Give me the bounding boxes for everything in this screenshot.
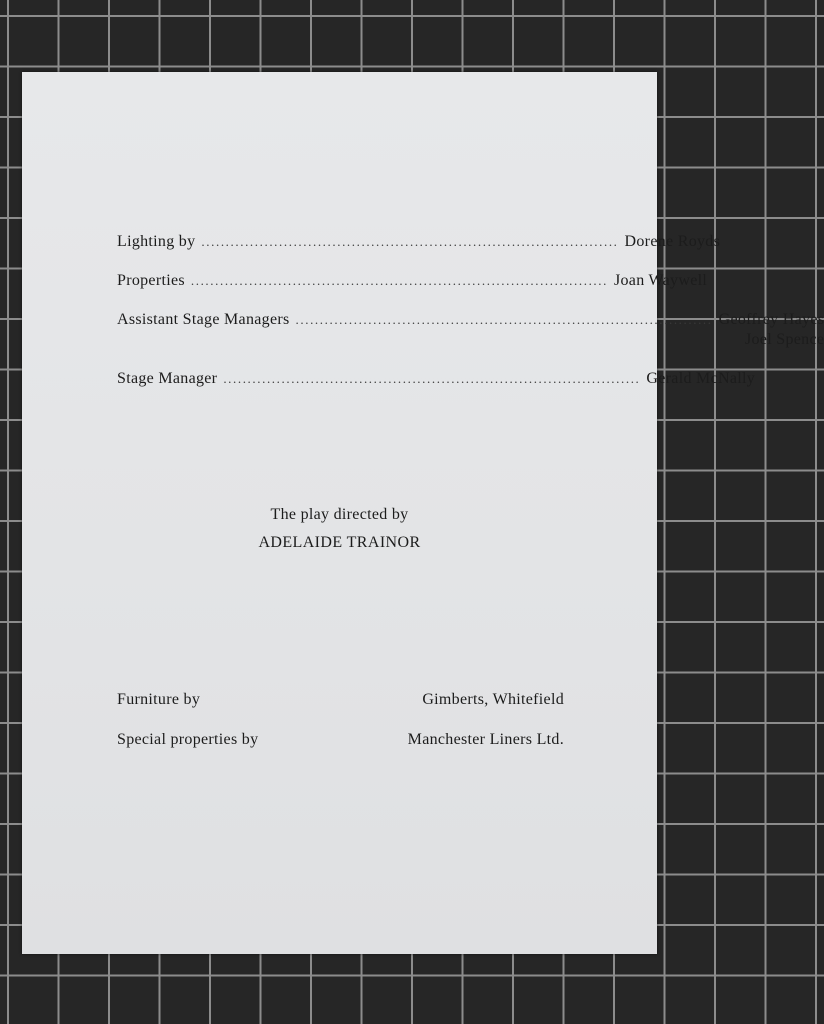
credit-name: Geoffrey Hayes [718,311,824,328]
credit-name: Joel Spence [744,331,824,348]
credit-row-assistant-stage-managers [117,310,824,350]
credit-role: Stage Manager [117,370,218,387]
credit-role: Assistant Stage Managers [117,311,290,328]
director-intro: The play directed by [270,506,409,523]
credit-role: Lighting by [117,233,196,250]
credit-names [614,271,707,291]
credit-row-lighting [117,232,721,252]
leader-dots: ...................................................................................... [201,234,619,249]
leader-dots: ...................................................................................... [190,273,608,288]
credit-name: Gerald McNally [646,370,756,387]
leader-dots: ...................................................................................... [295,312,713,327]
programme-page [22,72,824,954]
credit-names [719,310,824,350]
supplier-row-special-properties [117,730,564,750]
director-name: ADELAIDE TRAINOR [258,534,421,551]
crew-credits [117,232,824,408]
credit-row-stage-manager [117,369,756,389]
credit-name: Dorene Royds [624,233,721,250]
credit-row-properties [117,271,708,291]
supplier-credits [117,690,564,770]
supplier-row-furniture [117,690,564,710]
credit-names [646,369,755,389]
supplier-name: Manchester Liners Ltd. [407,731,564,748]
credit-name: Joan Waywell [613,272,708,289]
supplier-name: Gimberts, Whitefield [422,691,564,708]
leader-dots: ...................................................................................... [223,371,641,386]
credit-names [625,232,721,252]
credit-role: Properties [117,272,185,289]
director-credit [22,505,657,553]
supplier-item: Furniture by [117,691,201,708]
supplier-item: Special properties by [117,731,259,748]
